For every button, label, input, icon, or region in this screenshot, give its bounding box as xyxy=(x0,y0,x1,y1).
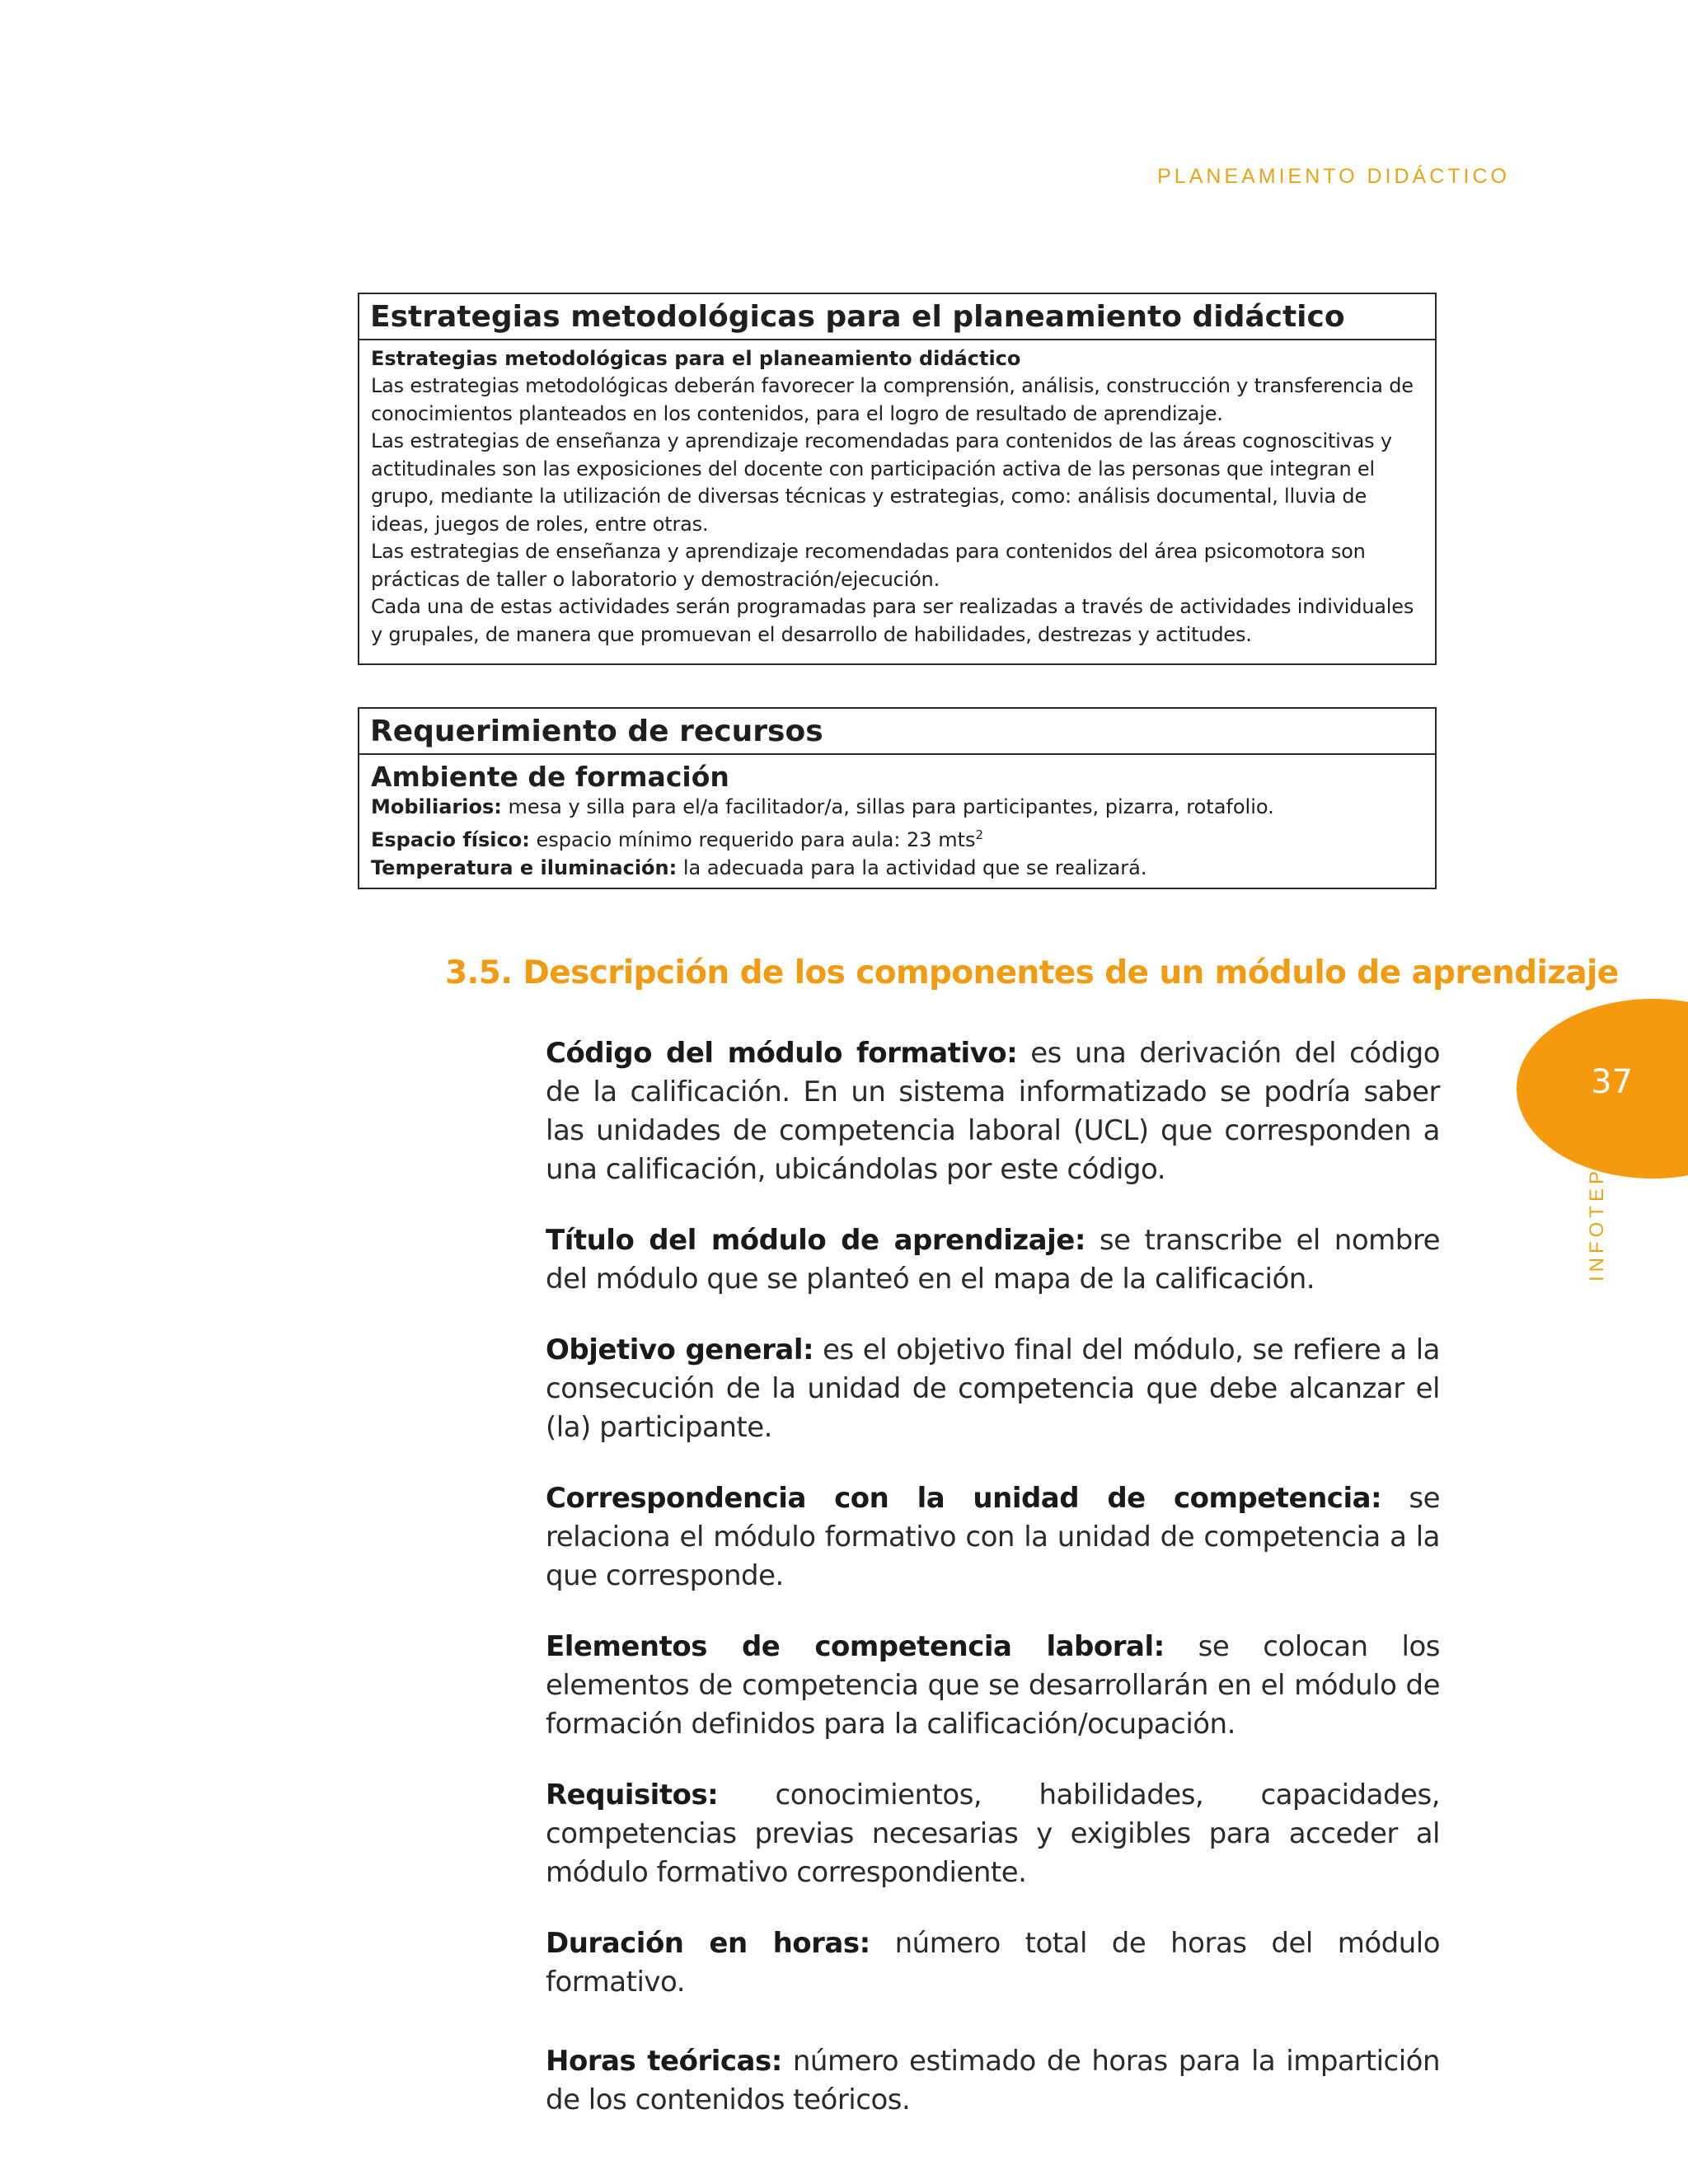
definition-text: se colocan los elementos de competencia que se desarrollarán en el módulo de formación definidos para la calificación/ocupación. xyxy=(546,1630,1440,1741)
definition-text: es una derivación del código de la calificación. En un sistema informatizado se podría saber las unidades de competencia laboral (UCL) que corresponden a una calificación, ubicándolas por este código. xyxy=(546,1037,1441,1186)
definition-item xyxy=(546,1776,1440,1892)
strategies-box-body xyxy=(359,340,1435,655)
definition-term: Objetivo general: xyxy=(546,1333,814,1366)
definition-term: Horas teóricas: xyxy=(546,2045,782,2078)
strategies-paragraph: Las estrategias metodológicas deberán favorecer la comprensión, análisis, construcción y transferencia de conocimientos planteados en los contenidos, para el logro de resultado de aprendizaje. xyxy=(371,374,1414,425)
resource-value: espacio mínimo requerido para aula: 23 mts xyxy=(536,828,976,851)
resource-value: mesa y silla para el/a facilitador/a, sillas para participantes, pizarra, rotafolio. xyxy=(508,795,1274,818)
definition-item xyxy=(546,1924,1440,2002)
resources-box-body xyxy=(359,755,1435,888)
strategies-paragraph: Las estrategias de enseñanza y aprendizaje recomendadas para contenidos de las áreas cognoscitivas y actitudinales son las exposiciones del docente con participación activa de las personas que integran el grupo, mediante la utilización de diversas técnicas y estrategias, como: análisis documental, lluvia de ideas, juegos de roles, entre otras. xyxy=(371,429,1392,536)
definition-item xyxy=(546,1221,1440,1299)
resource-label: Mobiliarios: xyxy=(371,795,502,818)
page-number: 37 xyxy=(1591,1063,1633,1101)
resource-label: Espacio físico: xyxy=(371,828,530,851)
definition-text: número total de horas del módulo formativo. xyxy=(546,1927,1441,1999)
strategies-box-subtitle: Estrategias metodológicas para el planeamiento didáctico xyxy=(371,347,1021,370)
definitions-list xyxy=(546,1034,1440,2152)
definition-term: Duración en horas: xyxy=(546,1927,870,1960)
section-title: 3.5. Descripción de los componentes de un módulo de aprendizaje xyxy=(445,954,1619,991)
definition-text: conocimientos, habilidades, capacidades, competencias previas necesarias y exigibles para acceder al módulo formativo correspondiente. xyxy=(546,1779,1440,1889)
definition-term: Requisitos: xyxy=(546,1779,719,1811)
resource-row-furniture xyxy=(371,793,1423,821)
definition-term: Título del módulo de aprendizaje: xyxy=(546,1224,1085,1257)
definition-term: Correspondencia con la unidad de competencia: xyxy=(546,1482,1382,1515)
resources-box-subtitle: Ambiente de formación xyxy=(371,761,729,793)
resource-label: Temperatura e iluminación: xyxy=(371,856,678,879)
definition-item xyxy=(546,1479,1440,1596)
strategies-paragraph: Las estrategias de enseñanza y aprendizaje recomendadas para contenidos del área psicomotora son prácticas de taller o laboratorio y demostración/ejecución. xyxy=(371,540,1366,591)
definition-item xyxy=(546,2042,1440,2120)
resource-row-space xyxy=(371,821,1423,854)
definition-item xyxy=(546,1034,1440,1189)
definition-item xyxy=(546,1331,1440,1447)
definition-text: número estimado de horas para la impartición de los contenidos teóricos. xyxy=(546,2045,1441,2116)
strategies-box xyxy=(358,293,1437,665)
definition-text: se relaciona el módulo formativo con la unidad de competencia a la que corresponde. xyxy=(546,1482,1440,1592)
running-header: PLANEAMIENTO DIDÁCTICO xyxy=(1157,165,1510,188)
definition-item xyxy=(546,1628,1440,1744)
definition-term: Código del módulo formativo: xyxy=(546,1037,1018,1070)
resource-row-temperature xyxy=(371,854,1423,882)
resource-value: la adecuada para la actividad que se realizará. xyxy=(682,856,1147,879)
definition-text: es el objetivo final del módulo, se refiere a la consecución de la unidad de competencia que debe alcanzar el (la) participante. xyxy=(546,1333,1440,1444)
resources-box-title: Requerimiento de recursos xyxy=(359,709,1435,755)
resources-box xyxy=(358,707,1437,889)
definition-text: se transcribe el nombre del módulo que se planteó en el mapa de la calificación. xyxy=(546,1224,1440,1296)
brand-label: INFOTEP xyxy=(1586,1166,1608,1282)
strategies-paragraph: Cada una de estas actividades serán programadas para ser realizadas a través de actividades individuales y grupales, de manera que promuevan el desarrollo de habilidades, destrezas y actitudes. xyxy=(371,595,1414,646)
definition-term: Elementos de competencia laboral: xyxy=(546,1630,1165,1663)
resource-superscript: 2 xyxy=(975,827,984,842)
strategies-box-title: Estrategias metodológicas para el planeamiento didáctico xyxy=(359,294,1435,340)
